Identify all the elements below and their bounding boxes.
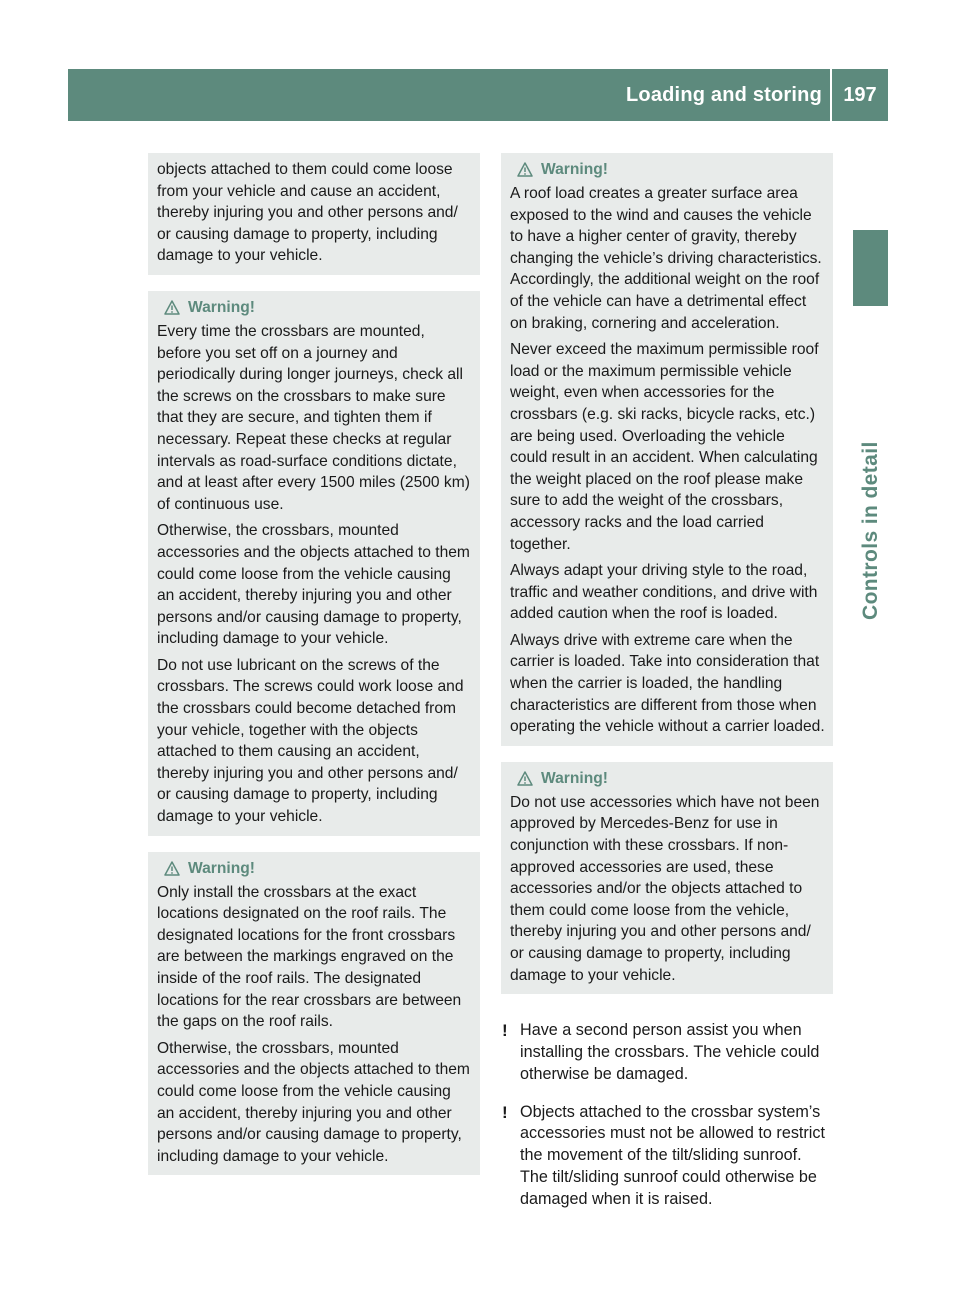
paragraph: Never exceed the maximum permissible roof load or the maximum permissible vehicle weight, even when accessories for the crossbars (e.g. ski racks, bicycle racks, etc.) are being used. Overloading the vehicle could result in an accident. When calculating the weight placed on the roof please make sure to add the weight of the crossbars, accessory racks and the load carried together. xyxy=(510,341,819,553)
warning-heading-text: Warning! xyxy=(541,161,608,178)
warning-heading xyxy=(510,768,825,789)
notes-list xyxy=(501,1020,833,1210)
warning-heading-text: Warning! xyxy=(188,298,255,316)
caution-mark-icon: ! xyxy=(502,1102,508,1122)
right-column xyxy=(501,153,833,1227)
warning-heading xyxy=(510,159,825,180)
page-header xyxy=(68,69,888,121)
warning-triangle-icon xyxy=(164,300,180,315)
side-tab-label: Controls in detail xyxy=(859,441,882,620)
side-tab-marker xyxy=(853,230,888,306)
note-text: Have a second person assist you when installing the crossbars. The vehicle could otherwise be damaged. xyxy=(520,1021,820,1083)
note-item xyxy=(501,1020,833,1085)
paragraph: Do not use lubricant on the screws of the crossbars. The screws could work loose and the crossbars could become detached from your vehicle, together with the objects attached to them causing an accident, thereby injuring you and other persons and/ or causing damage to property, including damage to your vehicle. xyxy=(157,656,464,826)
paragraph: A roof load creates a greater surface area exposed to the wind and causes the vehicle to have a higher center of gravity, thereby changing the vehicle’s driving characteristics. Accordingly, the additional weight on the roof of the vehicle can have a detrimental effect on braking, cornering and acceleration. xyxy=(510,185,822,332)
paragraph: Do not use accessories which have not been approved by Mercedes-Benz for use in conjunction with these crossbars. If non-approved accessories are used, these accessories and/or the objects attached to them could come loose from the vehicle, thereby injuring you and other persons and/ or causing damage to property, including damage to your vehicle. xyxy=(510,793,820,984)
page-number: 197 xyxy=(843,84,877,106)
warning-triangle-icon xyxy=(517,771,533,786)
paragraph: Otherwise, the crossbars, mounted accessories and the objects attached to them could come loose from the vehicle causing an accident, thereby injuring you and other persons and/or causing damage to property, including damage to your vehicle. xyxy=(157,522,470,648)
paragraph: Every time the crossbars are mounted, before you set off on a journey and periodically during longer journeys, check all the screws on the crossbars to make sure that they are secure, and tighten them if necessary. Repeat these checks at regular intervals as road-surface conditions dictate, and at least after every 1500 miles (2500 km) of continuous use. xyxy=(157,322,470,513)
warning-heading xyxy=(157,858,472,879)
paragraph: Otherwise, the crossbars, mounted accessories and the objects attached to them could come loose from the vehicle causing an accident, thereby injuring you and other persons and/or causing damage to property, including damage to your vehicle. xyxy=(157,1039,470,1165)
warning-box xyxy=(148,291,480,836)
paragraph: objects attached to them could come loose from your vehicle and cause an accident, thereby injuring you and other persons and/ or causing damage to property, including damage to your vehicle. xyxy=(157,161,458,265)
warning-heading-text: Warning! xyxy=(541,769,608,787)
note-item xyxy=(501,1102,833,1211)
warning-box xyxy=(501,762,833,994)
caution-mark-icon: ! xyxy=(502,1021,508,1041)
warning-heading xyxy=(157,297,472,318)
paragraph: Always drive with extreme care when the carrier is loaded. Take into consideration that when the carrier is loaded, the handling characteristics are different from those when operating the vehicle without a carrier loaded. xyxy=(510,631,825,736)
warning-triangle-icon xyxy=(517,162,533,177)
continuation-box xyxy=(148,153,480,275)
warning-box xyxy=(148,852,480,1176)
note-text: Objects attached to the crossbar system’s accessories must not be allowed to restrict the movement of the tilt/sliding sunroof. The tilt/sliding sunroof could otherwise be damaged when it is raised. xyxy=(520,1102,825,1208)
paragraph: Only install the crossbars at the exact locations designated on the roof rails. The designated locations for the front crossbars are between the markings engraved on the inside of the roof rails. The designated locations for the rear crossbars are between the gaps on the roof rails. xyxy=(157,883,462,1031)
warning-box xyxy=(501,153,833,746)
paragraph: Always adapt your driving style to the road, traffic and weather conditions, and drive with added caution when the roof is loaded. xyxy=(510,562,818,623)
warning-heading-text: Warning! xyxy=(188,859,255,877)
section-title: Loading and storing xyxy=(625,84,822,106)
warning-triangle-icon xyxy=(164,861,180,876)
left-column xyxy=(148,153,480,1191)
